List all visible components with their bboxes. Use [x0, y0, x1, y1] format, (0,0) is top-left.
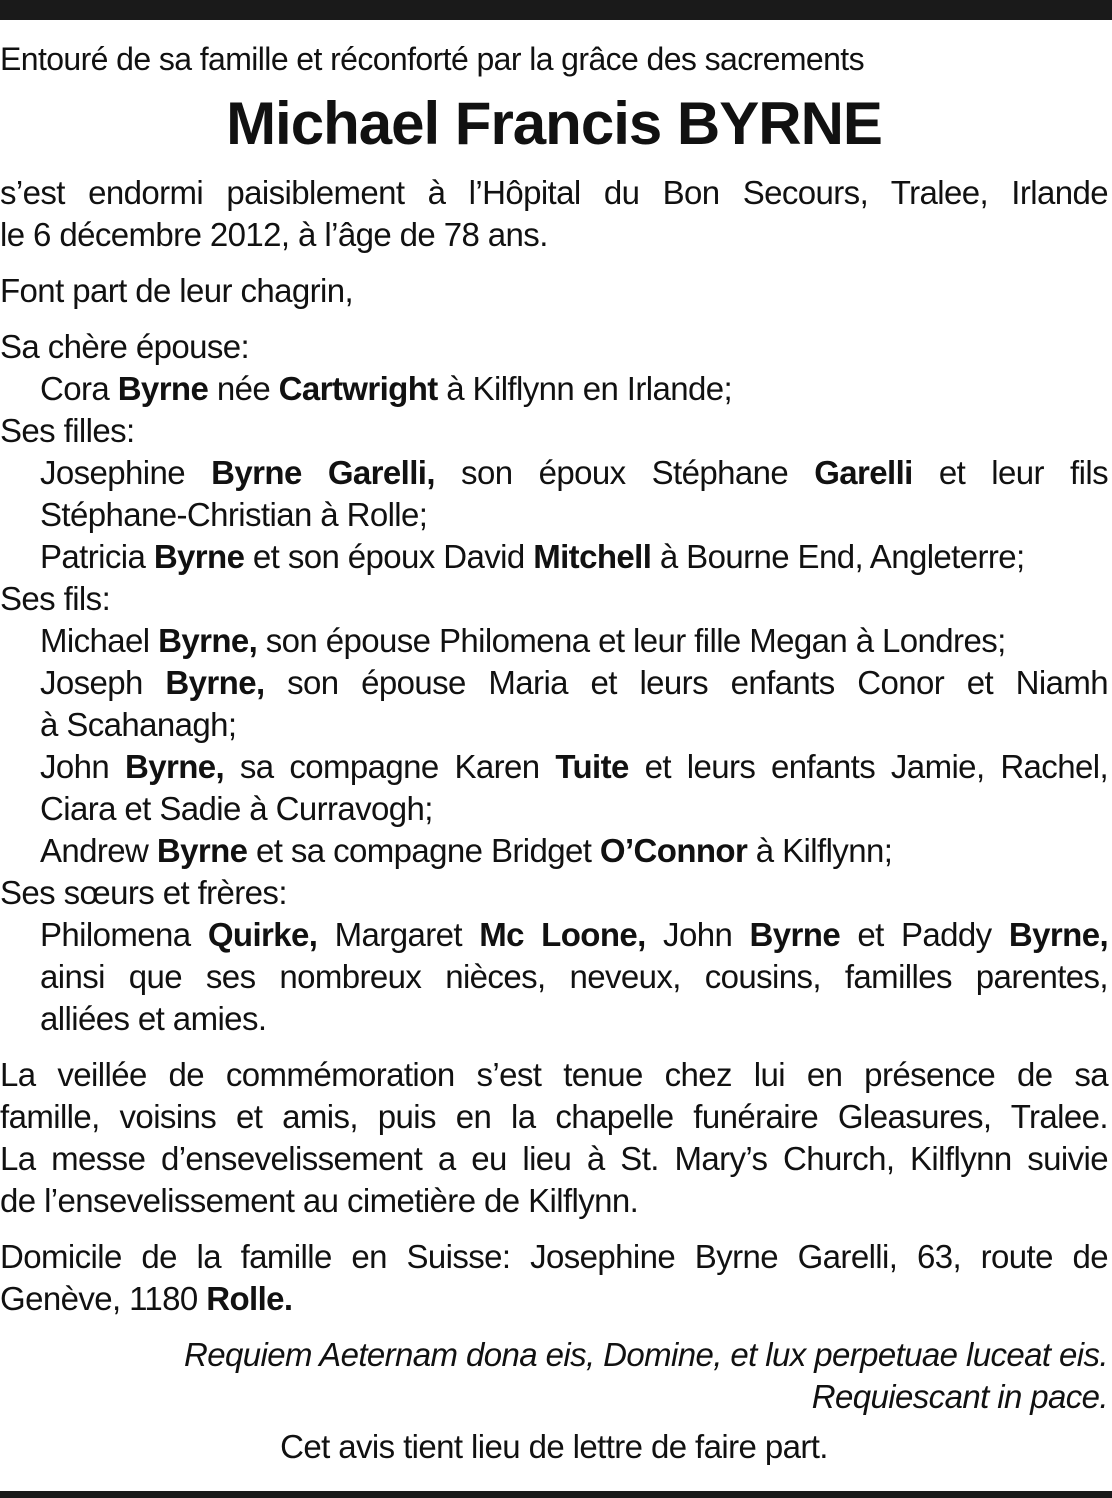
son-4-entry: Andrew Byrne et sa compagne Bridget O’Connor à Kilflynn; — [40, 832, 893, 869]
deceased-name: Michael Francis BYRNE — [226, 90, 882, 157]
death-line-1: s’est endormi paisiblement à l’Hôpital du Bon Secours, Tralee, Irlande — [0, 174, 1108, 211]
siblings-line-1: Philomena Quirke, Margaret Mc Loone, John Byrne et Paddy Byrne, — [40, 916, 1109, 953]
top-rule — [0, 0, 1112, 20]
daughter-1-line-2: Stéphane-Christian à Rolle; — [40, 496, 428, 533]
sons-heading: Ses fils: — [0, 580, 111, 617]
wife-entry: Cora Byrne née Cartwright à Kilflynn en Irlande; — [40, 370, 733, 407]
son-2-line-2: à Scahanagh; — [40, 706, 237, 743]
siblings-line-3: alliées et amies. — [40, 1000, 267, 1037]
obituary-notice — [0, 38, 1108, 1468]
closing-line: Cet avis tient lieu de lettre de faire part. — [280, 1428, 828, 1465]
siblings-line-2: ainsi que ses nombreux nièces, neveux, cousins, familles parentes, — [40, 958, 1108, 995]
son-1-entry: Michael Byrne, son épouse Philomena et leur fille Megan à Londres; — [40, 622, 1006, 659]
latin-prayer-line-1: Requiem Aeternam dona eis, Domine, et lux perpetuae luceat eis. — [183, 1336, 1108, 1373]
siblings-heading: Ses sœurs et frères: — [0, 874, 287, 911]
latin-prayer-line-2: Requiescant in pace. — [811, 1378, 1108, 1415]
son-3-line-1: John Byrne, sa compagne Karen Tuite et leurs enfants Jamie, Rachel, — [40, 748, 1109, 785]
son-3-line-2: Ciara et Sadie à Curravogh; — [40, 790, 433, 827]
daughter-1-line-1: Josephine Byrne Garelli, son époux Stéphane Garelli et leur fils — [40, 454, 1108, 491]
daughters-heading: Ses filles: — [0, 412, 135, 449]
wife-heading: Sa chère épouse: — [0, 328, 250, 365]
vigil-line-3: La messe d’ensevelissement a eu lieu à St. Mary’s Church, Kilflynn suivie — [0, 1140, 1108, 1177]
domicile-line-2: Genève, 1180 Rolle. — [0, 1280, 293, 1317]
vigil-line-2: famille, voisins et amis, puis en la chapelle funéraire Gleasures, Tralee. — [0, 1098, 1108, 1135]
death-line-2: le 6 décembre 2012, à l’âge de 78 ans. — [0, 216, 548, 253]
vigil-line-1: La veillée de commémoration s’est tenue chez lui en présence de sa — [0, 1056, 1108, 1093]
intro-line: Entouré de sa famille et réconforté par la grâce des sacrements — [0, 41, 864, 77]
domicile-line-1: Domicile de la famille en Suisse: Josephine Byrne Garelli, 63, route de — [0, 1238, 1108, 1275]
daughter-2-entry: Patricia Byrne et son époux David Mitchell à Bourne End, Angleterre; — [40, 538, 1025, 575]
font-part-line: Font part de leur chagrin, — [0, 272, 354, 309]
vigil-line-4: de l’ensevelissement au cimetière de Kilflynn. — [0, 1182, 639, 1219]
bottom-rule — [0, 1491, 1112, 1498]
son-2-line-1: Joseph Byrne, son épouse Maria et leurs enfants Conor et Niamh — [40, 664, 1108, 701]
